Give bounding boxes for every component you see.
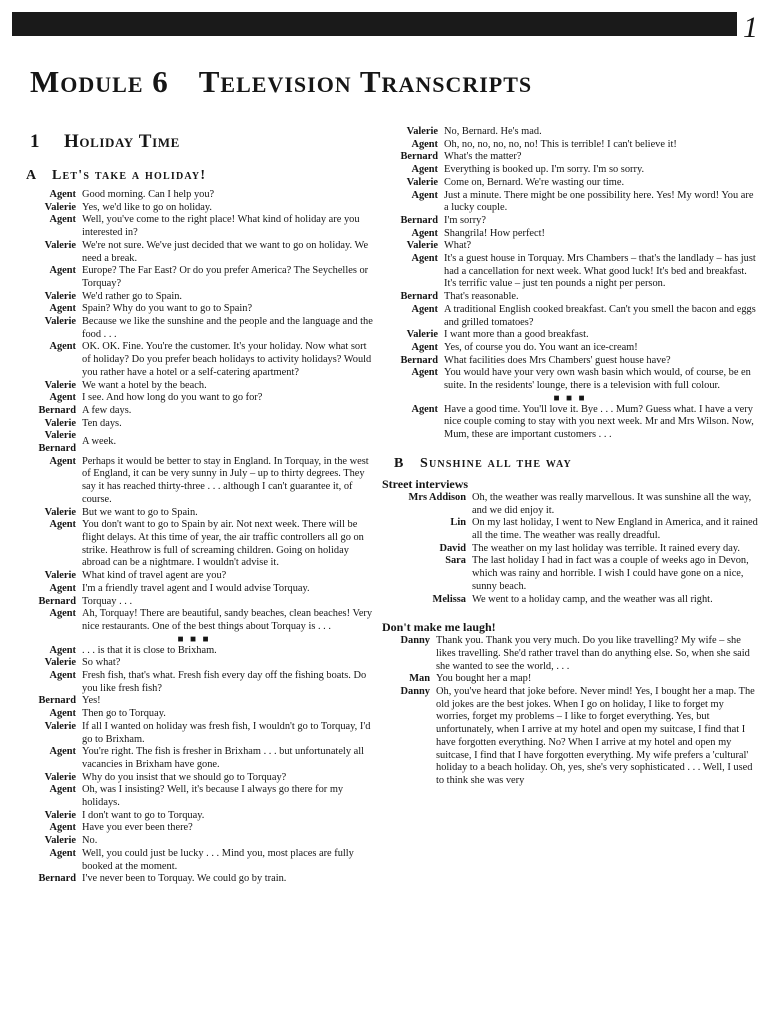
dialogue-text: You're right. The fish is fresher in Brixham . . . but unfortunately all vacancies in Brixham have gone.: [82, 746, 364, 770]
speaker-name: Valerie: [44, 835, 76, 847]
dialogue-line: [14, 810, 374, 823]
dialogue-line: [382, 342, 758, 355]
header-bar: [12, 12, 737, 36]
dialogue-text: I see. And how long do you want to go for?: [82, 392, 263, 404]
dialogue-text: The weather on my last holiday was terrible. It rained every day.: [472, 542, 740, 554]
speaker-name: Agent: [49, 670, 76, 682]
section-a-title: Let's take a holiday!: [52, 168, 207, 183]
speaker-name: Agent: [49, 303, 76, 315]
section-b-heading: [394, 456, 758, 472]
dialogue-text: No, Bernard. He's mad.: [444, 126, 542, 137]
speaker-name: Bernard: [38, 404, 76, 416]
dialogue-text: On my last holiday, I went to New England in America, and it rained all the time. The weather was really dreadful.: [472, 517, 758, 541]
dialogue-line: [14, 316, 374, 341]
dialogue-text: You bought her a map!: [436, 673, 532, 685]
dialogue-text: Yes, of course you do. You want an ice-cream!: [444, 341, 638, 353]
dialogue-line: [382, 686, 758, 788]
scene-separator: ■ ■ ■: [177, 633, 211, 645]
dialogue-line: [382, 215, 758, 228]
dialogue-line: [382, 594, 758, 607]
speaker-name: Bernard: [38, 873, 76, 885]
dialogue-text: . . . is that it is close to Brixham.: [82, 644, 217, 656]
dialogue-line: [382, 304, 758, 329]
dialogue-text: Perhaps it would be better to stay in England. In Torquay, in the west of England, it can be very sunny in July – up to thirty degrees. They say it has reached thirty-three . . . although I can't guarantee it, of course.: [82, 455, 369, 505]
speaker-name: Agent: [49, 822, 76, 834]
speaker-name: Agent: [49, 519, 76, 531]
dialogue-text: I don't want to go to Torquay.: [82, 809, 205, 821]
speaker-name: Danny: [400, 635, 430, 647]
speaker-name: Agent: [411, 227, 438, 239]
speaker-name: Bernard: [400, 214, 438, 226]
dialogue-text: Oh, the weather was really marvellous. It was sunshine all the way, and we did enjoy it.: [472, 491, 752, 516]
dialogue-line: [14, 240, 374, 265]
speaker-name: Valerie: [44, 809, 76, 821]
dialogue-text: We want a hotel by the beach.: [82, 379, 207, 391]
dialogue-text: Yes, we'd like to go on holiday.: [82, 201, 213, 213]
dialogue-text: Have a good time. You'll love it. Bye . . . Mum? Guess what. I have a very nice couple coming to stay with you next week. Mr and Mrs Wilson. Now, Mum, these are important customers . . .: [444, 403, 754, 441]
dialogue-line: [382, 404, 758, 442]
dialogue-text: Oh, no, no, no, no, no! This is terrible! I can't believe it!: [444, 138, 677, 150]
speaker-name: Sara: [445, 555, 466, 567]
speaker-name: Valerie: [44, 239, 76, 251]
dialogue-text: Ah, Torquay! There are beautiful, sandy beaches, clean beaches! Very nice restaurants. One of the best things about Torquay is . . .: [82, 608, 373, 632]
speaker-name: Danny: [400, 686, 430, 698]
left-column: [14, 126, 374, 886]
speaker-name: Agent: [49, 392, 76, 404]
dialogue-line: [14, 507, 374, 520]
speaker-name: Mrs Addison: [408, 491, 466, 503]
speaker-name: Valerie: [44, 201, 76, 213]
speaker-name: Valerie: [44, 417, 76, 429]
dialogue-line: [14, 822, 374, 835]
speaker-name: Agent: [49, 341, 76, 353]
dialogue-text: What facilities does Mrs Chambers' guest house have?: [444, 354, 671, 366]
dialogue-text: What kind of travel agent are you?: [82, 570, 227, 582]
dialogue-text: A week.: [82, 436, 117, 448]
dialogue-line: [382, 151, 758, 164]
dialogue-text: Because we like the sunshine and the people and the language and the food . . .: [82, 316, 373, 340]
section-a-heading: [26, 168, 374, 184]
speaker-name: Agent: [411, 189, 438, 201]
dialogue-line: [14, 418, 374, 431]
module-subtitle: Television Transcripts: [198, 64, 533, 99]
dialogue-text: I'm sorry?: [444, 214, 486, 226]
dialogue-line: [14, 645, 374, 658]
dialogue-text: Europe? The Far East? Or do you prefer America? The Seychelles or Torquay?: [82, 265, 369, 289]
dialogue-text: Come on, Bernard. We're wasting our time.: [444, 176, 625, 188]
dialogue-line: [14, 341, 374, 379]
dialogue-block-4: [382, 126, 758, 393]
dialogue-text: No.: [82, 835, 98, 847]
dialogue-line: [14, 303, 374, 316]
dialogue-text: You would have your very own wash basin which would, of course, be en suite. In the residents' lounge, there is a television with full colour.: [444, 367, 751, 392]
speaker-name: Agent: [49, 847, 76, 859]
dialogue-text: I've never been to Torquay. We could go by train.: [82, 873, 287, 885]
speaker-name: Bernard: [38, 695, 76, 707]
module-label: Module 6: [30, 64, 169, 99]
dialogue-text: It's a guest house in Torquay. Mrs Chambers – that's the landlady – has just had a cancellation for next week. What good luck! It's bed and breakfast. It's terrific value – just ten pounds a night per person.: [444, 253, 756, 290]
dialogue-text: We're not sure. We've just decided that we want to go on holiday. We need a break.: [82, 239, 369, 264]
dialogue-text: A few days.: [82, 404, 132, 416]
speaker-name: Valerie: [44, 290, 76, 302]
dialogue-line: [382, 240, 758, 253]
dialogue-line: [382, 164, 758, 177]
dialogue-line: [382, 673, 758, 686]
speaker-name: Agent: [49, 189, 76, 200]
dialogue-text: What's the matter?: [444, 151, 522, 163]
dialogue-line: [382, 228, 758, 241]
dialogue-line: [382, 492, 758, 517]
speaker-name: Bernard: [400, 291, 438, 303]
dialogue-line: [14, 695, 374, 708]
dialogue-line: [382, 555, 758, 593]
dialogue-line: [382, 329, 758, 342]
dialogue-line: [14, 189, 374, 202]
dialogue-text: Why do you insist that we should go to Torquay?: [82, 771, 287, 783]
dialogue-line: [382, 139, 758, 152]
section-1-heading: [30, 130, 374, 154]
speaker-name: Valerie: [44, 506, 76, 518]
dialogue-line: [14, 214, 374, 239]
dialogue-text: Have you ever been there?: [82, 822, 193, 834]
dialogue-line: [382, 367, 758, 392]
speaker-name-1: Valerie: [44, 430, 76, 442]
dialogue-line: [14, 202, 374, 215]
speaker-name: Valerie: [44, 771, 76, 783]
speaker-name-2: Bernard: [38, 443, 76, 455]
speaker-name: Agent: [411, 164, 438, 176]
dialogue-text: A traditional English cooked breakfast. Can't you smell the bacon and eggs and grilled tomatoes?: [444, 303, 756, 328]
speaker-name: Agent: [411, 367, 438, 379]
dialogue-text: Fresh fish, that's what. Fresh fish every day off the fishing boats. Do you like fresh fish?: [82, 670, 367, 694]
speaker-name: Agent: [49, 644, 76, 656]
dialogue-block-2: [14, 456, 374, 634]
speaker-name: Lin: [450, 517, 466, 529]
dialogue-line: [14, 772, 374, 785]
speaker-name: Agent: [49, 214, 76, 226]
dialogue-text: What?: [444, 240, 472, 252]
section-b-title: Sunshine all the way: [420, 455, 572, 471]
dialogue-text: OK. OK. Fine. You're the customer. It's your holiday. Now what sort of holiday? Do you prefer beach holidays to activity holidays? Would you rather have a hotel or a self-catering apartment?: [82, 341, 372, 378]
speaker-name: Agent: [49, 746, 76, 758]
dialogue-line: [382, 253, 758, 291]
street-interviews-block: [382, 492, 758, 606]
section-title: Holiday Time: [64, 131, 180, 152]
dialogue-line: [14, 519, 374, 570]
speaker-name: Valerie: [406, 329, 438, 341]
dialogue-line: [382, 355, 758, 368]
dialogue-text: Shangrila! How perfect!: [444, 227, 545, 239]
page-number: 1: [743, 11, 758, 44]
speaker-label: [14, 430, 82, 455]
dialogue-line: [14, 848, 374, 873]
dialogue-line: [382, 177, 758, 190]
dialogue-text: The last holiday I had in fact was a couple of weeks ago in Devon, which was rainy and horrible. I wish I could have gone on a nice, sunny beach.: [472, 555, 749, 592]
speaker-name: Agent: [411, 341, 438, 353]
dialogue-line: [14, 405, 374, 418]
dialogue-text: Spain? Why do you want to go to Spain?: [82, 303, 253, 315]
dialogue-line: [14, 835, 374, 848]
dialogue-text: That's reasonable.: [444, 291, 519, 303]
street-interviews-heading: Street interviews: [382, 476, 469, 491]
dialogue-text: Oh, you've heard that joke before. Never mind! Yes, I bought her a map. The old jokes are the best jokes. When I go on holiday, I like to forget my worries, forget my problems – I like to forget everything. Yes, but unfortunately, when I arrive at my hotel and open my suitcase, I find that I have forgotten everything. No? When I arrive at my hotel and open my suitcase, I find that I have forgotten everything. My wife prefers a 'cultural' holiday to a beach holiday. Oh, yes, she's very sophisticated . . . Well, I used to think she was very: [436, 686, 755, 786]
dialogue-line: [382, 635, 758, 673]
dialogue-text: Oh, was I insisting? Well, it's because I always go there for my holidays.: [82, 784, 344, 809]
dialogue-text: Well, you've come to the right place! What kind of holiday are you interested in?: [82, 214, 360, 239]
dialogue-text: We went to a holiday camp, and the weather was all right.: [472, 593, 713, 605]
speaker-name: Bernard: [400, 151, 438, 163]
dialogue-text: Well, you could just be lucky . . . Mind you, most places are fully booked at the moment.: [82, 847, 354, 872]
right-column: [382, 126, 758, 788]
dialogue-text: Then go to Torquay.: [82, 708, 166, 720]
speaker-name: Agent: [411, 303, 438, 315]
dialogue-line: [14, 291, 374, 304]
dialogue-text: So what?: [82, 657, 121, 669]
dialogue-line: [382, 543, 758, 556]
dialogue-text: We'd rather go to Spain.: [82, 290, 183, 302]
dont-make-me-laugh-block: [382, 635, 758, 787]
dialogue-text: If all I wanted on holiday was fresh fish, I wouldn't go to Torquay, I'd go to Brixham.: [82, 720, 371, 745]
dialogue-line: [14, 670, 374, 695]
speaker-name: Valerie: [44, 570, 76, 582]
dialogue-text: Good morning. Can I help you?: [82, 189, 215, 200]
dialogue-line: [14, 746, 374, 771]
speaker-name: Bernard: [38, 595, 76, 607]
dialogue-text: But we want to go to Spain.: [82, 506, 198, 518]
dialogue-text: Everything is booked up. I'm sorry. I'm so sorry.: [444, 164, 645, 176]
speaker-name: Valerie: [44, 379, 76, 391]
dialogue-line: [14, 570, 374, 583]
dialogue-line: [382, 517, 758, 542]
speaker-name: Agent: [49, 582, 76, 594]
dialogue-text: I want more than a good breakfast.: [444, 329, 589, 341]
scene-separator: ■ ■ ■: [553, 392, 587, 404]
dialogue-block-3: [14, 645, 374, 886]
dialogue-block-1: [14, 189, 374, 430]
dialogue-line: [14, 608, 374, 633]
dialogue-line: [14, 596, 374, 609]
speaker-name: Agent: [49, 455, 76, 467]
dialogue-text: Torquay . . .: [82, 595, 133, 607]
dialogue-text: Ten days.: [82, 417, 122, 429]
dialogue-block-5: [382, 404, 758, 442]
dialogue-text: Thank you. Thank you very much. Do you like travelling? My wife – she likes travelling. She'd rather travel than do anything else. So, when she said she wanted to see the world, . . .: [436, 635, 750, 672]
dialogue-line-joint: [14, 430, 374, 455]
section-letter: A: [26, 168, 38, 183]
module-title: [30, 62, 532, 102]
speaker-name: Agent: [411, 403, 438, 415]
dialogue-line: [14, 392, 374, 405]
speaker-name: Agent: [49, 608, 76, 620]
speaker-name: Agent: [49, 784, 76, 796]
dialogue-line: [14, 873, 374, 886]
dialogue-line: [14, 708, 374, 721]
dialogue-text: Yes!: [82, 695, 101, 707]
dialogue-line: [14, 784, 374, 809]
dialogue-text: You don't want to go to Spain by air. Not next week. There will be flight delays. At this time of year, the air traffic controllers all go on strike. Heathrow is full of screaming children. Going on holiday abroad can be a nightmare. I wouldn't advise it.: [82, 519, 364, 569]
speaker-name: Agent: [49, 708, 76, 720]
section-number: 1: [30, 131, 41, 152]
speaker-name: Valerie: [406, 176, 438, 188]
dont-make-me-laugh-heading: Don't make me laugh!: [382, 620, 496, 635]
dialogue-line: [14, 721, 374, 746]
dialogue-line: [14, 583, 374, 596]
speaker-name: Valerie: [406, 240, 438, 252]
dialogue-text: Just a minute. There might be one possibility here. Yes! My word! You are a lucky couple.: [444, 189, 754, 214]
dialogue-line: [382, 190, 758, 215]
dialogue-line: [14, 456, 374, 507]
speaker-name: Melissa: [432, 593, 466, 605]
speaker-name: Man: [409, 673, 430, 685]
dialogue-line: [382, 126, 758, 139]
dialogue-line: [14, 265, 374, 290]
dialogue-text: I'm a friendly travel agent and I would advise Torquay.: [82, 582, 310, 594]
speaker-name: David: [439, 542, 466, 554]
section-letter: B: [394, 455, 405, 471]
speaker-name: Agent: [411, 138, 438, 150]
dialogue-line: [382, 291, 758, 304]
speaker-name: Valerie: [406, 126, 438, 137]
dialogue-line: [14, 380, 374, 393]
speaker-name: Valerie: [44, 657, 76, 669]
speaker-name: Agent: [49, 265, 76, 277]
speaker-name: Valerie: [44, 316, 76, 328]
speaker-name: Agent: [411, 253, 438, 265]
speaker-name: Bernard: [400, 354, 438, 366]
dialogue-line: [14, 657, 374, 670]
speaker-name: Valerie: [44, 720, 76, 732]
